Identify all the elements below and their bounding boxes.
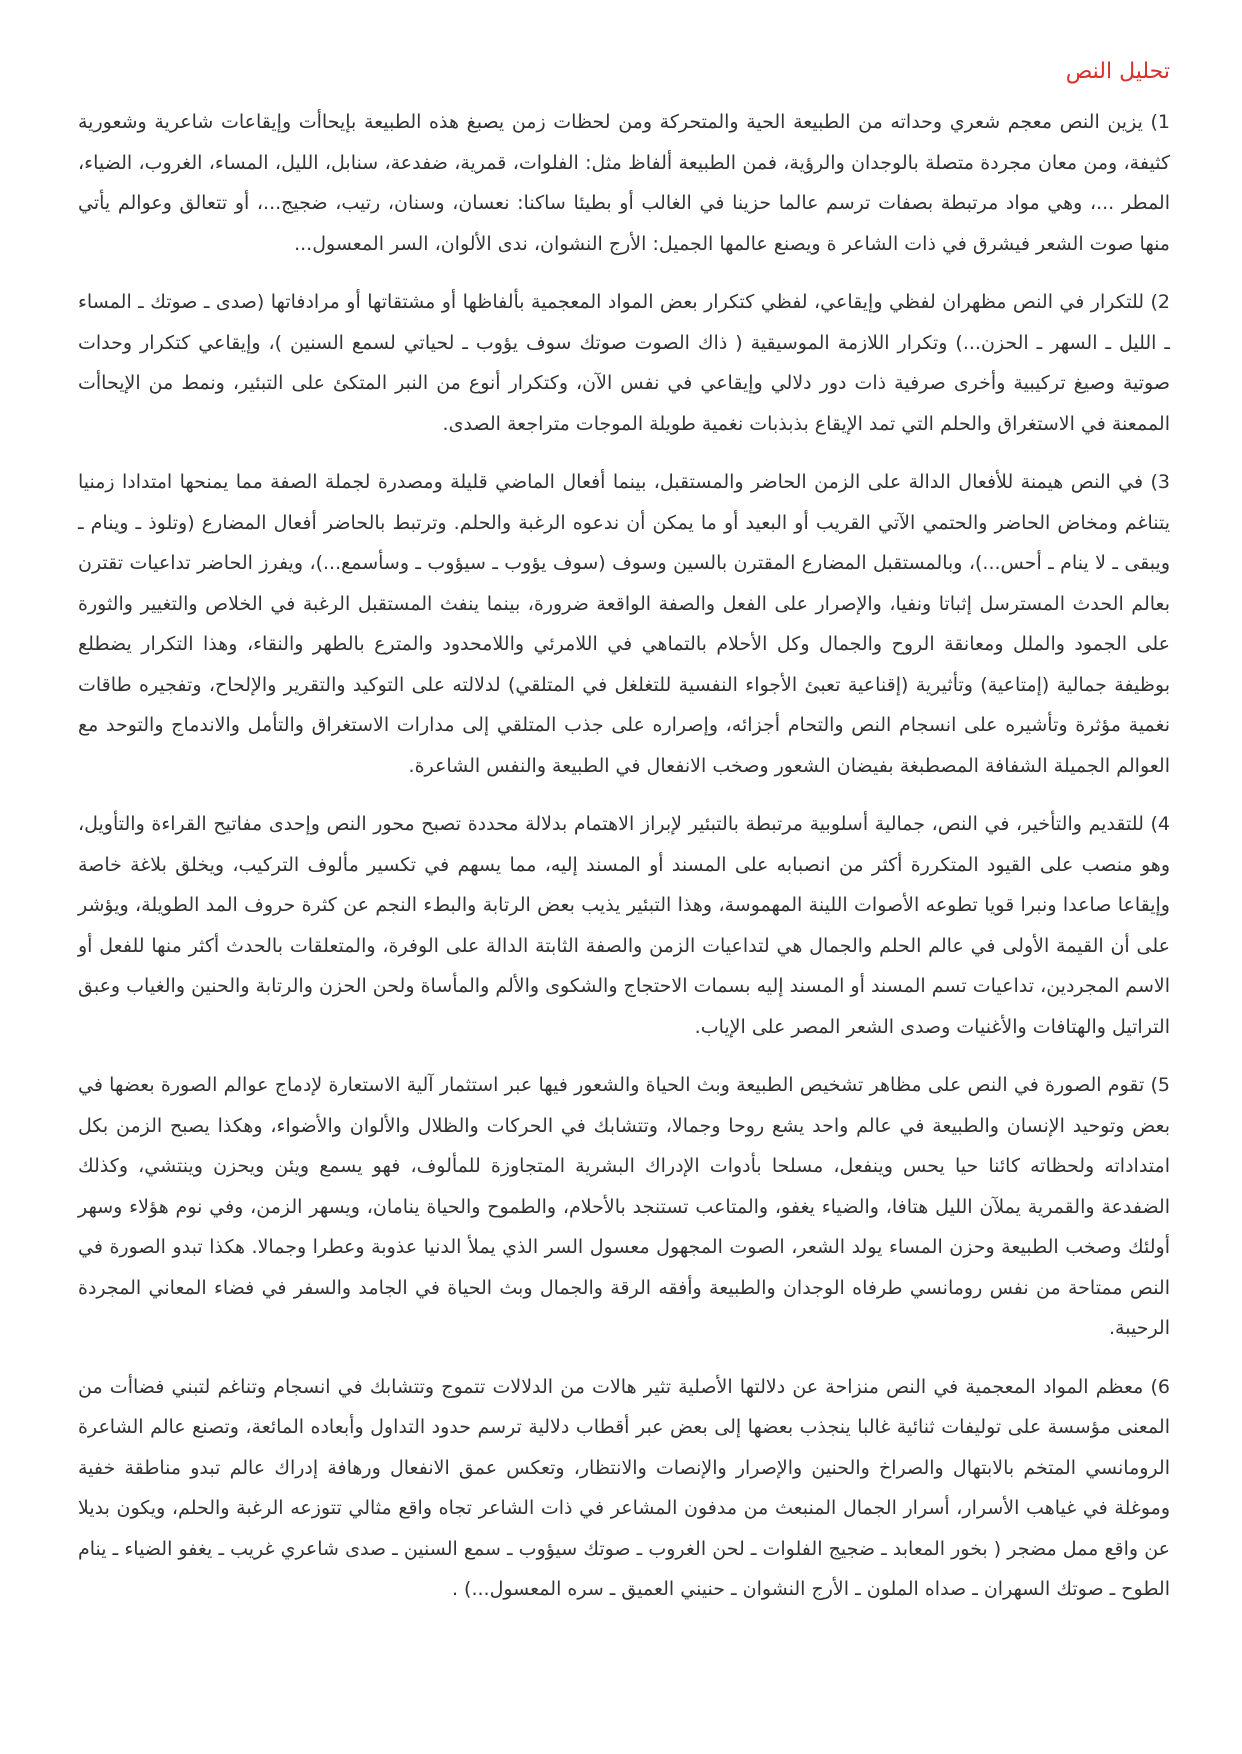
paragraph-1: 1) يزين النص معجم شعري وحداته من الطبيعة الحية والمتحركة ومن لحظات زمن يصبغ هذه الطبيعة بإيحاأت وإيقاعات شاعرية وشعورية كثيفة، ومن معان مجردة متصلة بالوجدان والرؤية، فمن الطبيعة ألفاظ مثل: الفلوات، قمرية، ضفدعة، سنابل، الليل، المساء، الغروب، الضياء، المطر ...، وهي مواد مرتبطة بصفات ترسم عالما حزينا في الغالب أو بطيئا ساكنا: نعسان، وسنان، رتيب، ضجيج...، أو تتعالق وعوالم يأتي منها صوت الشعر فيشرق في ذات الشاعر ة ويصنع عالمها الجميل: الأرج النشوان، ندى الألوان، السر المعسول... [78,111,1170,255]
document-page [78,52,1170,1714]
paragraph-3: 3) في النص هيمنة للأفعال الدالة على الزمن الحاضر والمستقبل، بينما أفعال الماضي قليلة ومصدرة لجملة الصفة مما يمنحها امتدادا زمنيا يتناغم ومخاض الحاضر والحتمي الآتي القريب أو البعيد أو ما يمكن أن ندعوه الرغبة والحلم. وترتبط بالحاضر أفعال المضارع (وتلوذ ـ وينام ـ ويبقى ـ لا ينام ـ أحس...)، وبالمستقبل المضارع المقترن بالسين وسوف (سوف يؤوب ـ سيؤوب ـ وسأسمع...)، ويفرز الحاضر تداعيات تقترن بعالم الحدث المسترسل إثباتا ونفيا، والإصرار على الفعل والصفة الواقعة ضرورة، بينما ينفث المستقبل الرغبة في الخلاص والتغيير والثورة على الجمود والملل ومعانقة الروح والجمال وكل الأحلام بالتماهي في اللامرئي واللامحدود والمترع بالطهر والنقاء، وهذا التكرار يضطلع بوظيفة جمالية (إمتاعية) وتأثيرية (إقناعية تعبئ الأجواء النفسية للتغلغل في المتلقي) لدلالته على التوكيد والتقرير والإلحاح، وتفجيره طاقات نغمية مؤثرة وتأشيره على انسجام النص والتحام أجزائه، وإصراره على جذب المتلقي إلى مدارات الاستغراق والتأمل والاندماج والتوحد مع العوالم الجميلة الشفافة المصطبغة بفيضان الشعور وصخب الانفعال في الطبيعة والنفس الشاعرة. [78,471,1170,777]
paragraph-6: 6) معظم المواد المعجمية في النص منزاحة عن دلالتها الأصلية تثير هالات من الدلالات تتموج وتتشابك في انسجام وتناغم لتبني فضاأت من المعنى مؤسسة على توليفات ثنائية غالبا ينجذب بعضها إلى بعض عبر أقطاب دلالية ترسم حدود التداول وأبعاده المائعة، وتصنع عالم الشاعرة الرومانسي المتخم بالابتهال والصراخ والحنين والإصرار والإنصات والانتظار، وتعكس عمق الانفعال ورهافة إدراك عالم تبدو مناطقة خفية وموغلة في غياهب الأسرار، أسرار الجمال المنبعث من مدفون المشاعر في ذات الشاعر تجاه واقع مثالي تتوزعه الرغبة والحلم، ويكون بديلا عن واقع ممل مضجر ( بخور المعابد ـ ضجيج الفلوات ـ لحن الغروب ـ صوتك سيؤوب ـ سمع السنين ـ صدى شاعري غريب ـ يغفو الضياء ـ ينام الطوح ـ صوتك السهران ـ صداه الملون ـ الأرج النشوان ـ حنيني العميق ـ سره المعسول...) . [78,1375,1170,1600]
page-title: تحليل النص [1065,59,1170,84]
paragraph-4: 4) للتقديم والتأخير، في النص، جمالية أسلوبية مرتبطة بالتبئير لإبراز الاهتمام بدلالة محددة تصبح محور النص وإحدى مفاتيح القراءة والتأويل، وهو منصب على القيود المتكررة أكثر من انصبابه على المسند أو المسند إليه، مما يسهم في تكسير مألوف التركيب، ويخلق بلاغة خاصة وإيقاعا صاعدا ونبرا قويا تطوعه الأصوات اللينة المهموسة، وهذا التبئير يذيب بعض الرتابة والبطء النجم عن كثرة حروف المد الطويلة، ويؤشر على أن القيمة الأولى في عالم الحلم والجمال هي لتداعيات الزمن والصفة الثابتة الدالة على الوفرة، والمتعلقات بالحدث أكثر منها للفعل أو الاسم المجردين، تداعيات تسم المسند أو المسند إليه بسمات الاحتجاج والشكوى والألم والمأساة ولحن الحزن والرتابة والحنين والغياب وعبق التراتيل والهتافات والأغنيات وصدى الشعر المصر على الإياب. [78,813,1170,1038]
paragraph-2: 2) للتكرار في النص مظهران لفظي وإيقاعي، لفظي كتكرار بعض المواد المعجمية بألفاظها أو مشتقاتها أو مرادفاتها (صدى ـ صوتك ـ المساء ـ الليل ـ السهر ـ الحزن...) وتكرار اللازمة الموسيقية ( ذاك الصوت صوتك سوف يؤوب ـ لحياتي لسمع السنين )، وإيقاعي كتكرار وحدات صوتية وصيغ تركيبية وأخرى صرفية ذات دور دلالي وإيقاعي في نفس الآن، وكتكرار أنوع من النبر المتكئ على التبئير، ونمط من الإيحاأت الممعنة في الاستغراق والحلم التي تمد الإيقاع بذبذبات نغمية طويلة الموجات متراجعة الصدى. [78,291,1170,435]
paragraph-5: 5) تقوم الصورة في النص على مظاهر تشخيص الطبيعة وبث الحياة والشعور فيها عبر استثمار آلية الاستعارة لإدماج عوالم الصورة بعضها في بعض وتوحيد الإنسان والطبيعة في عالم واحد يشع روحا وجمالا، وتتشابك في الحركات والظلال والألوان والأضواء، وهكذا يصبح الزمن بكل امتداداته ولحظاته كائنا حيا يحس وينفعل، مسلحا بأدوات الإدراك البشرية المتجاوزة للمألوف، فهو يسمع ويئن ويحزن وينتشي، وكذلك الضفدعة والقمرية يملآن الليل هتافا، والضياء يغفو، والمتاعب تستنجد بالأحلام، والطموح والحياة ينامان، ويسهر الزمن، وفي نوم هؤلاء وسهر أولئك وصخب الطبيعة وحزن المساء يولد الشعر، الصوت المجهول معسول السر الذي يملأ الدنيا عذوبة وعطرا وجمالا. هكذا تبدو الصورة في النص ممتاحة من نفس رومانسي طرفاه الوجدان والطبيعة وأفقه الرقة والجمال وبث الحياة في الجامد والسفر في فضاء المعاني المجردة الرحيبة. [78,1074,1170,1339]
